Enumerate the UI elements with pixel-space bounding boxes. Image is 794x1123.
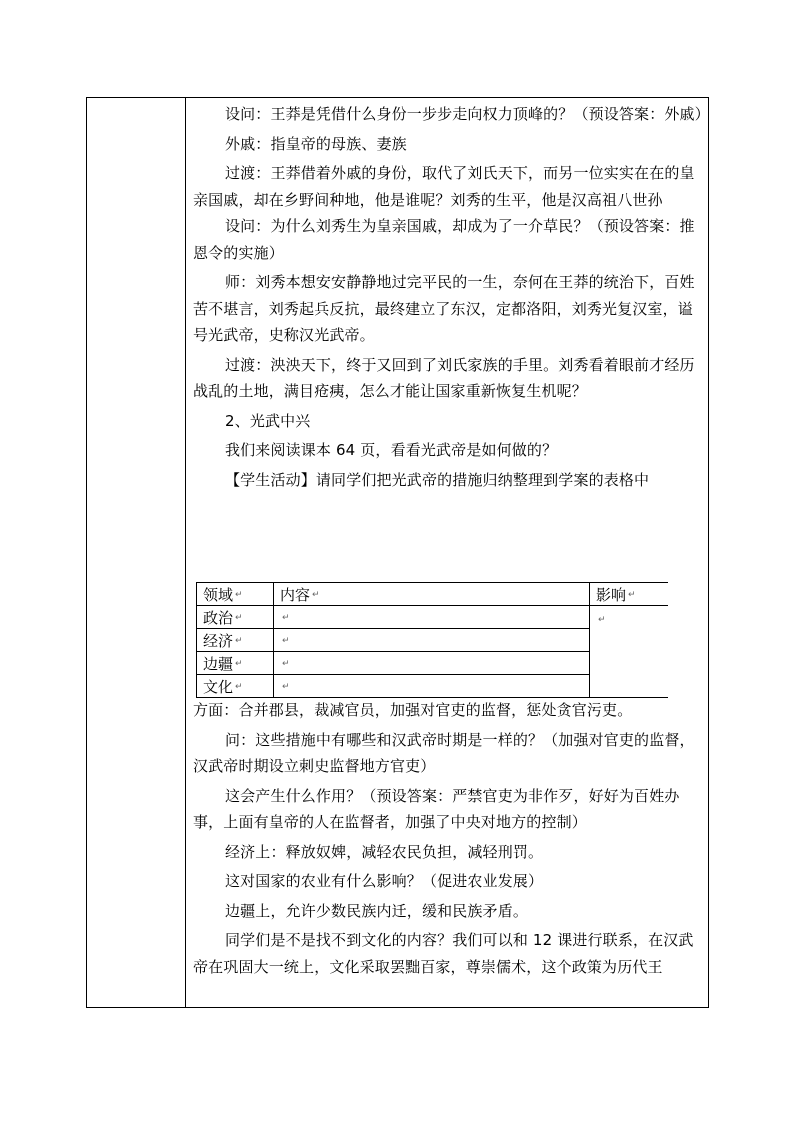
paragraph-transition-recovery: 过渡：泱泱天下，终于又回到了刘氏家族的手里。刘秀看着眼前才经历战乱的土地，满目疮痍，怎么才能让国家重新恢复生机呢？: [193, 355, 695, 400]
paragraph-question-wangmang: 设问：王莽是凭借什么身份一步步走向权力顶峰的？（预设答案：外戚）: [225, 105, 710, 123]
measures-table: [196, 582, 668, 698]
table-cell-content: ↵: [274, 606, 590, 629]
paragraph-effect-question: 这会产生什么作用？（预设答案：严禁官吏为非作歹，好好为百姓办事，上面有皇帝的人在监督者，加强了中央对地方的控制）: [193, 786, 680, 831]
table-cell-domain: 政治 ↵: [197, 606, 274, 629]
table-header-cell: 领域 ↵: [197, 583, 274, 606]
table-header-cell: 影响 ↵: [590, 583, 669, 606]
table-cell-content: ↵: [274, 675, 590, 698]
paragraph-frontier-measures: 边疆上，允许少数民族内迁，缓和民族矛盾。: [225, 901, 529, 920]
paragraph-teacher-narrative: 师：刘秀本想安安静静地过完平民的一生，奈何在王莽的统治下，百姓苦不堪言，刘秀起兵反抗，最终建立了东汉，定都洛阳，刘秀光复汉室，谥号光武帝，史称汉光武帝。: [193, 273, 695, 344]
table-cell-domain: 经济 ↵: [197, 629, 274, 652]
lesson-content-bottom: [193, 697, 705, 980]
paragraph-question-compare: 问：这些措施中有哪些和汉武帝时期是一样的？（加强对官吏的监督，汉武帝时期设立刺史监督地方官吏）: [193, 730, 695, 775]
table-row: [197, 606, 669, 629]
paragraph-waiqi-definition: 外戚：指皇帝的母族、妻族: [225, 134, 407, 153]
paragraph-politics-measures: 方面：合并郡县，裁减官员，加强对官吏的监督，惩处贪官污吏。: [193, 701, 633, 719]
column-divider: [185, 97, 186, 1008]
table-cell-impact: ↵: [590, 606, 669, 698]
paragraph-read-textbook: 我们来阅读课本 64 页，看看光武帝是如何做的？: [225, 441, 558, 459]
lesson-content-top: [193, 101, 710, 493]
paragraph-agriculture-impact: 这对国家的农业有什么影响？（促进农业发展）: [225, 872, 544, 890]
table-cell-domain: 文化 ↵: [197, 675, 274, 698]
section-heading-guangwu: 2、光武中兴: [225, 411, 311, 430]
table-cell-content: ↵: [274, 652, 590, 675]
table-cell-content: ↵: [274, 629, 590, 652]
table-header-cell: 内容 ↵: [274, 583, 590, 606]
paragraph-student-activity: 【学生活动】请同学们把光武帝的措施归纳整理到学案的表格中: [225, 470, 650, 489]
table-cell-domain: 边疆 ↵: [197, 652, 274, 675]
paragraph-economy-measures: 经济上：释放奴婢，减轻农民负担，减轻刑罚。: [225, 842, 544, 861]
paragraph-question-commoner: 设问：为什么刘秀生为皇亲国戚，却成为了一介草民？（预设答案：推恩令的实施）: [193, 217, 695, 262]
paragraph-culture-link: 同学们是不是找不到文化的内容？我们可以和 12 课进行联系，在汉武帝在巩固大一统上，文化采取罢黜百家，尊崇儒术，这个政策为历代王: [193, 931, 694, 976]
paragraph-transition-liuxiu: 过渡：王莽借着外戚的身份，取代了刘氏天下，而另一位实实在在的皇亲国戚，却在乡野间种地，他是谁呢？刘秀的生平，他是汉高祖八世孙: [193, 164, 695, 209]
table-header-row: [197, 583, 669, 606]
